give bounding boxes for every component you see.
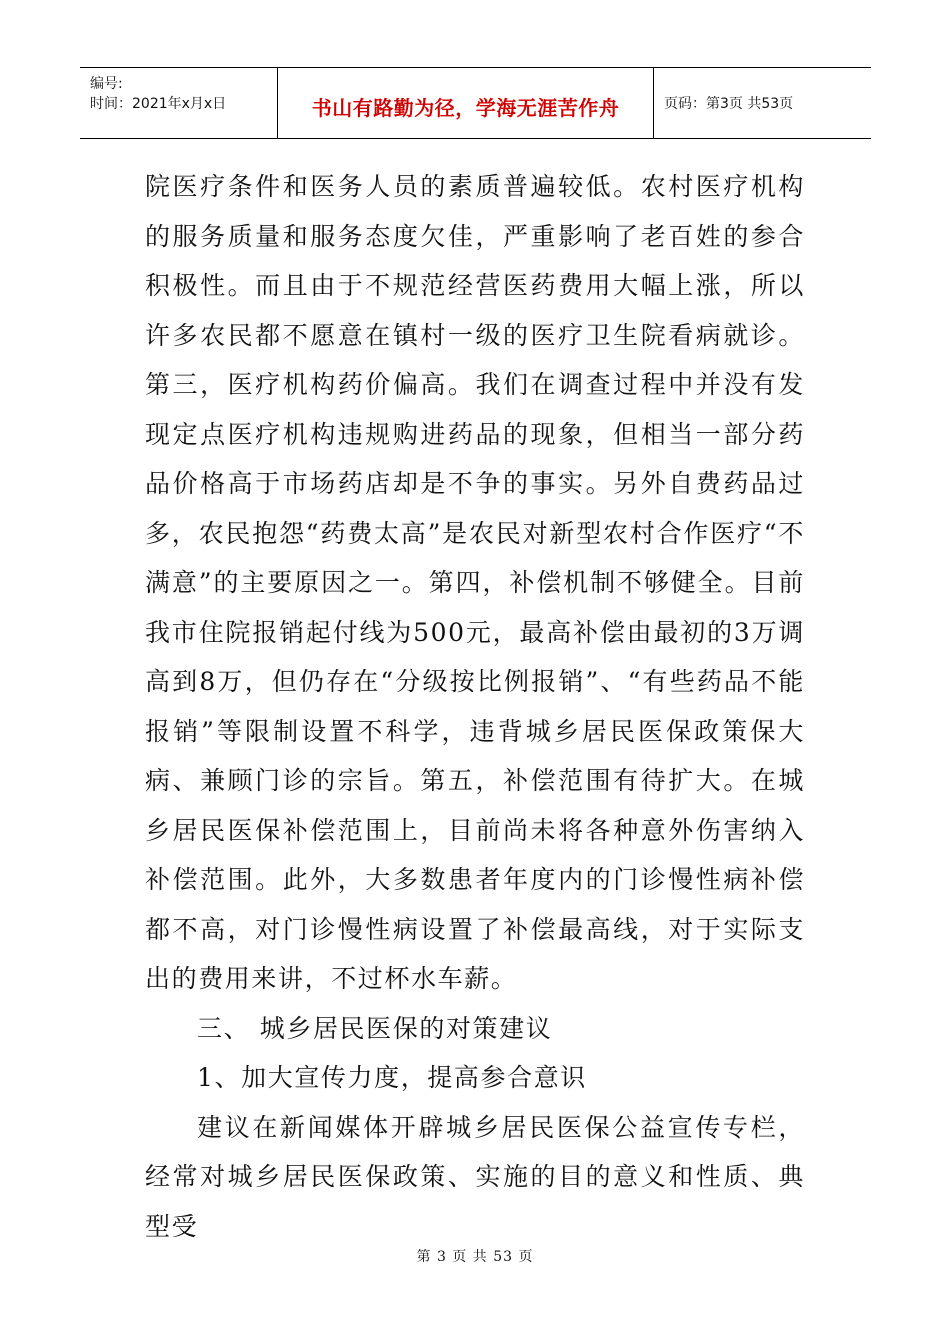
page-header [80,67,871,139]
section-heading: 三、 城乡居民医保的对策建议 [197,1013,553,1043]
document-number: 编号: [90,76,123,92]
header-page-info: 页码：第3页 共53页 [664,96,794,112]
page-footer: 第 3 页 共 53 页 [416,1249,534,1265]
header-page-info-cell [654,68,871,138]
document-body [145,162,805,1251]
body-paragraph: 建议在新闻媒体开辟城乡居民医保公益宣传专栏，经常对城乡居民医保政策、实施的目的意义和性质、典型受 [145,1112,805,1241]
subsection-heading: 1、加大宣传力度，提高参合意识 [197,1063,587,1092]
header-motto: 书山有路勤为径，学海无涯苦作舟 [311,95,620,120]
header-motto-cell [278,68,654,138]
body-paragraph: 院医疗条件和医务人员的素质普遍较低。农村医疗机构的服务质量和服务态度欠佳，严重影响了老百姓的参合积极性。而且由于不规范经营医药费用大幅上涨，所以许多农民都不愿意在镇村一级的医疗卫生院看病就诊。第三，医疗机构药价偏高。我们在调查过程中并没有发现定点医疗机构违规购进药品的现象，但相当一部分药品价格高于市场药店却是不争的事实。另外自费药品过多，农民抱怨“药费太高”是农民对新型农村合作医疗“不满意”的主要原因之一。第四，补偿机制不够健全。目前我市住院报销起付线为500元，最高补偿由最初的3万调高到8万，但仍存在“分级按比例报销”、“有些药品不能报销”等限制设置不科学，违背城乡居民医保政策保大病、兼顾门诊的宗旨。第五，补偿范围有待扩大。在城乡居民医保补偿范围上，目前尚未将各种意外伤害纳入补偿范围。此外，大多数患者年度内的门诊慢性病补偿都不高，对门诊慢性病设置了补偿最高线，对于实际支出的费用来讲，不过杯水车薪。 [145,172,805,993]
header-meta [80,68,278,138]
document-time: 时间：2021年x月x日 [90,96,227,112]
